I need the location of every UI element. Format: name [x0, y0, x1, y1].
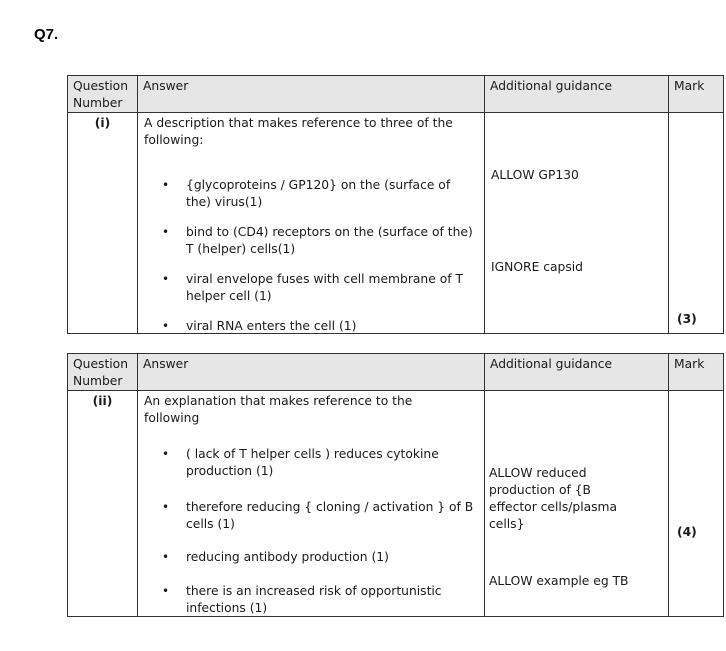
question-title: Q7. [34, 26, 59, 43]
bullet-icon: • [162, 272, 170, 286]
answer-cell [138, 391, 485, 617]
guidance-note: ALLOW example eg TB [489, 574, 629, 588]
question-number: (i) [68, 113, 138, 334]
header-answer: Answer [138, 76, 485, 113]
bullet-icon: • [162, 225, 170, 239]
answer-point: viral RNA enters the cell (1) [186, 319, 357, 333]
bullet-icon: • [162, 319, 170, 333]
answer-point: therefore reducing { cloning / activation } of B cells (1) [186, 500, 474, 531]
answer-row [68, 113, 724, 334]
bullet-icon: • [162, 500, 170, 514]
header-question-number: Question Number [68, 76, 138, 113]
bullet-icon: • [162, 178, 170, 192]
mark-cell [669, 113, 724, 334]
mark-value: (4) [677, 525, 697, 539]
answer-row [68, 391, 724, 617]
answer-intro: An explanation that makes reference to the following [144, 394, 413, 425]
mark-cell [669, 391, 724, 617]
answer-point: {glycoproteins / GP120} on the (surface of the) virus(1) [186, 178, 451, 209]
header-answer: Answer [138, 354, 485, 391]
bullet-icon: • [162, 550, 170, 564]
answer-point: ( lack of T helper cells ) reduces cytokine production (1) [186, 447, 439, 478]
header-row [68, 76, 724, 113]
mark-value: (3) [677, 312, 697, 326]
guidance-note: ALLOW GP130 [491, 168, 579, 182]
bullet-icon: • [162, 584, 170, 598]
answer-point: viral envelope fuses with cell membrane of T helper cell (1) [186, 272, 463, 303]
mark-scheme-table-ii [67, 353, 724, 617]
answer-point: reducing antibody production (1) [186, 550, 389, 564]
header-question-number: Question Number [68, 354, 138, 391]
answer-point: there is an increased risk of opportunistic infections (1) [186, 584, 442, 615]
answer-point: bind to (CD4) receptors on the (surface of the) T (helper) cells(1) [186, 225, 473, 256]
mark-scheme-table-i [67, 75, 724, 334]
guidance-note: IGNORE capsid [491, 260, 583, 274]
guidance-note: ALLOW reduced production of {B effector cells/plasma cells} [489, 466, 618, 531]
answer-intro: A description that makes reference to three of the following: [144, 116, 453, 147]
question-number: (ii) [68, 391, 138, 617]
header-row [68, 354, 724, 391]
header-mark: Mark [669, 354, 724, 391]
answer-cell [138, 113, 485, 334]
header-guidance: Additional guidance [485, 76, 669, 113]
bullet-icon: • [162, 447, 170, 461]
guidance-cell [485, 391, 669, 617]
header-guidance: Additional guidance [485, 354, 669, 391]
guidance-cell [485, 113, 669, 334]
header-mark: Mark [669, 76, 724, 113]
